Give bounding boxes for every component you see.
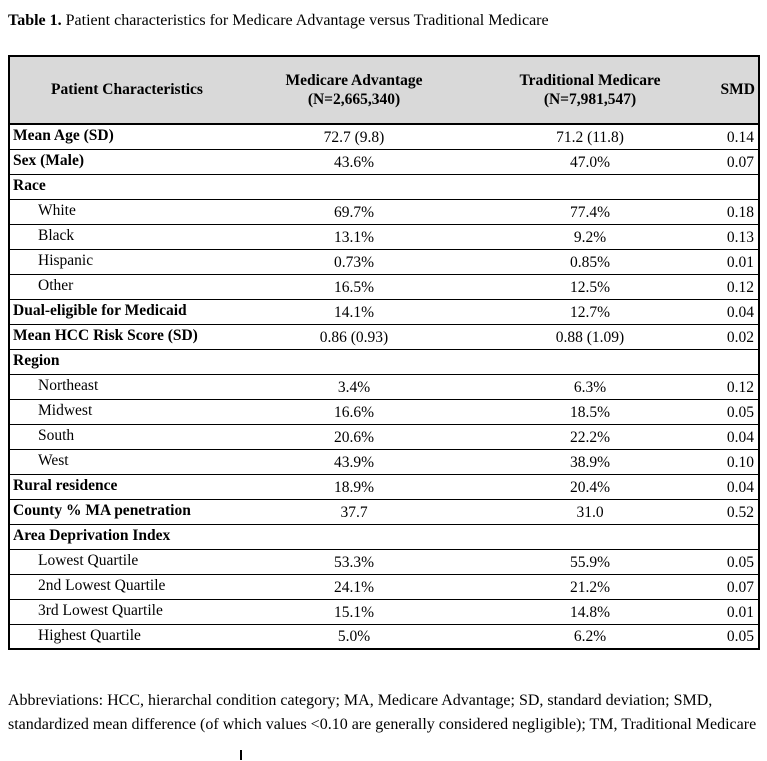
row-label: Mean HCC Risk Score (SD)	[9, 324, 244, 349]
row-label: Hispanic	[9, 249, 244, 274]
cell-medicare-advantage: 15.1%	[244, 599, 464, 624]
row-label: Race	[9, 174, 759, 199]
table-row	[9, 224, 759, 249]
cell-smd: 0.07	[716, 574, 759, 599]
table-row	[9, 524, 759, 549]
row-label: 3rd Lowest Quartile	[9, 599, 244, 624]
cell-traditional-medicare: 21.2%	[464, 574, 716, 599]
row-label: White	[9, 199, 244, 224]
cell-medicare-advantage: 20.6%	[244, 424, 464, 449]
table-body	[9, 124, 759, 649]
cell-traditional-medicare: 12.5%	[464, 274, 716, 299]
table-row	[9, 574, 759, 599]
table-caption-number: Table 1.	[8, 12, 62, 29]
abbreviations-footnote: Abbreviations: HCC, hierarchal condition category; MA, Medicare Advantage; SD, standard deviation; SMD, standardized mean difference (of which values <0.10 are generally considered negligible); TM, Traditional Medicare	[8, 692, 757, 733]
row-label: Northeast	[9, 374, 244, 399]
row-label: County % MA penetration	[9, 499, 244, 524]
cell-medicare-advantage: 18.9%	[244, 474, 464, 499]
cell-smd: 0.04	[716, 424, 759, 449]
header-medicare-advantage-n: (N=2,665,340)	[307, 91, 401, 108]
row-label: South	[9, 424, 244, 449]
row-label: Dual-eligible for Medicaid	[9, 299, 244, 324]
table-caption	[8, 12, 549, 30]
cell-smd: 0.04	[716, 474, 759, 499]
cell-traditional-medicare: 20.4%	[464, 474, 716, 499]
cell-smd: 0.52	[716, 499, 759, 524]
row-label: Black	[9, 224, 244, 249]
cell-medicare-advantage: 24.1%	[244, 574, 464, 599]
cell-smd: 0.14	[716, 124, 759, 149]
cell-medicare-advantage: 43.9%	[244, 449, 464, 474]
cell-smd: 0.05	[716, 399, 759, 424]
header-smd: SMD	[716, 56, 759, 124]
cell-smd: 0.07	[716, 149, 759, 174]
table-row	[9, 599, 759, 624]
table-row	[9, 399, 759, 424]
table-row	[9, 199, 759, 224]
cell-traditional-medicare: 71.2 (11.8)	[464, 124, 716, 149]
header-patient-characteristics: Patient Characteristics	[9, 56, 244, 124]
row-label: 2nd Lowest Quartile	[9, 574, 244, 599]
cell-medicare-advantage: 72.7 (9.8)	[244, 124, 464, 149]
row-label: Rural residence	[9, 474, 244, 499]
table-row	[9, 149, 759, 174]
row-label: Mean Age (SD)	[9, 124, 244, 149]
cell-traditional-medicare: 0.85%	[464, 249, 716, 274]
cell-medicare-advantage: 37.7	[244, 499, 464, 524]
header-traditional-medicare	[464, 56, 716, 124]
table-row	[9, 324, 759, 349]
cell-traditional-medicare: 6.2%	[464, 624, 716, 649]
cell-traditional-medicare: 31.0	[464, 499, 716, 524]
table-row	[9, 299, 759, 324]
cell-traditional-medicare: 77.4%	[464, 199, 716, 224]
cell-smd: 0.18	[716, 199, 759, 224]
table-row	[9, 474, 759, 499]
row-label: Sex (Male)	[9, 149, 244, 174]
row-label: West	[9, 449, 244, 474]
cell-traditional-medicare: 6.3%	[464, 374, 716, 399]
header-traditional-medicare-line1: Traditional Medicare	[519, 71, 661, 89]
row-label: Other	[9, 274, 244, 299]
cell-smd: 0.05	[716, 549, 759, 574]
cell-traditional-medicare: 18.5%	[464, 399, 716, 424]
table-header-row	[9, 56, 759, 124]
table-row	[9, 424, 759, 449]
cell-smd: 0.02	[716, 324, 759, 349]
cell-medicare-advantage: 43.6%	[244, 149, 464, 174]
cell-smd: 0.12	[716, 374, 759, 399]
cell-traditional-medicare: 55.9%	[464, 549, 716, 574]
table-caption-text: Patient characteristics for Medicare Advantage versus Traditional Medicare	[61, 12, 549, 29]
header-medicare-advantage-line1: Medicare Advantage	[285, 71, 423, 89]
text-cursor	[240, 750, 242, 760]
cell-smd: 0.04	[716, 299, 759, 324]
row-label: Area Deprivation Index	[9, 524, 759, 549]
cell-traditional-medicare: 0.88 (1.09)	[464, 324, 716, 349]
table-row	[9, 349, 759, 374]
header-medicare-advantage	[244, 56, 464, 124]
cell-traditional-medicare: 38.9%	[464, 449, 716, 474]
cell-medicare-advantage: 13.1%	[244, 224, 464, 249]
cell-traditional-medicare: 47.0%	[464, 149, 716, 174]
cell-medicare-advantage: 16.5%	[244, 274, 464, 299]
cell-smd: 0.05	[716, 624, 759, 649]
table-row	[9, 249, 759, 274]
cell-medicare-advantage: 0.73%	[244, 249, 464, 274]
table-row	[9, 624, 759, 649]
cell-medicare-advantage: 14.1%	[244, 299, 464, 324]
header-traditional-medicare-n: (N=7,981,547)	[543, 91, 637, 108]
row-label: Region	[9, 349, 759, 374]
cell-smd: 0.13	[716, 224, 759, 249]
cell-traditional-medicare: 9.2%	[464, 224, 716, 249]
cell-traditional-medicare: 22.2%	[464, 424, 716, 449]
table-row	[9, 274, 759, 299]
table-row	[9, 449, 759, 474]
cell-smd: 0.12	[716, 274, 759, 299]
cell-medicare-advantage: 3.4%	[244, 374, 464, 399]
cell-traditional-medicare: 12.7%	[464, 299, 716, 324]
row-label: Highest Quartile	[9, 624, 244, 649]
cell-smd: 0.10	[716, 449, 759, 474]
cell-medicare-advantage: 16.6%	[244, 399, 464, 424]
table-row	[9, 174, 759, 199]
cell-smd: 0.01	[716, 249, 759, 274]
cell-medicare-advantage: 5.0%	[244, 624, 464, 649]
cell-medicare-advantage: 53.3%	[244, 549, 464, 574]
row-label: Midwest	[9, 399, 244, 424]
patient-characteristics-table	[8, 55, 760, 650]
cell-traditional-medicare: 14.8%	[464, 599, 716, 624]
table-row	[9, 124, 759, 149]
cell-medicare-advantage: 0.86 (0.93)	[244, 324, 464, 349]
cell-medicare-advantage: 69.7%	[244, 199, 464, 224]
table-row	[9, 549, 759, 574]
table-row	[9, 374, 759, 399]
cell-smd: 0.01	[716, 599, 759, 624]
row-label: Lowest Quartile	[9, 549, 244, 574]
table-row	[9, 499, 759, 524]
